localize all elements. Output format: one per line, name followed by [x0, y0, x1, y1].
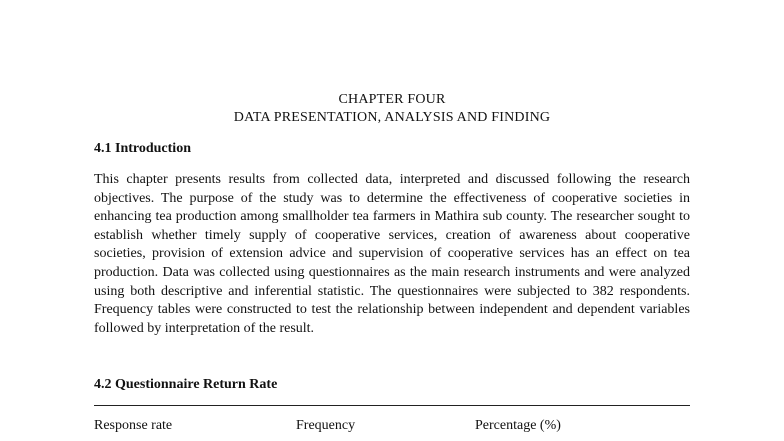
section-heading-return-rate: 4.2 Questionnaire Return Rate: [94, 377, 278, 392]
chapter-number-title: CHAPTER FOUR: [338, 92, 446, 107]
table-top-rule: [94, 405, 690, 406]
chapter-subtitle: DATA PRESENTATION, ANALYSIS AND FINDING: [233, 110, 551, 125]
table-column-header-response-rate: Response rate: [94, 418, 173, 433]
section-heading-introduction: 4.1 Introduction: [94, 141, 191, 156]
table-column-header-frequency: Frequency: [296, 418, 356, 433]
table-column-header-percentage: Percentage (%): [475, 418, 561, 433]
introduction-paragraph: This chapter presents results from collected data, interpreted and discussed following the research objectives. The purpose of the study was to determine the effectiveness of cooperative societies in enhancing tea production among smallholder tea farmers in Mathira sub county. The researcher sought to establish whether timely supply of cooperative services, creation of awareness about cooperative societies, provision of extension advice and supervision of cooperative services has an effect on tea production. Data was collected using questionnaires as the main research instruments and were analyzed using both descriptive and inferential statistic. The questionnaires were subjected to 382 respondents. Frequency tables were constructed to test the relationship between independent and dependent variables followed by interpretation of the result.: [94, 172, 690, 336]
